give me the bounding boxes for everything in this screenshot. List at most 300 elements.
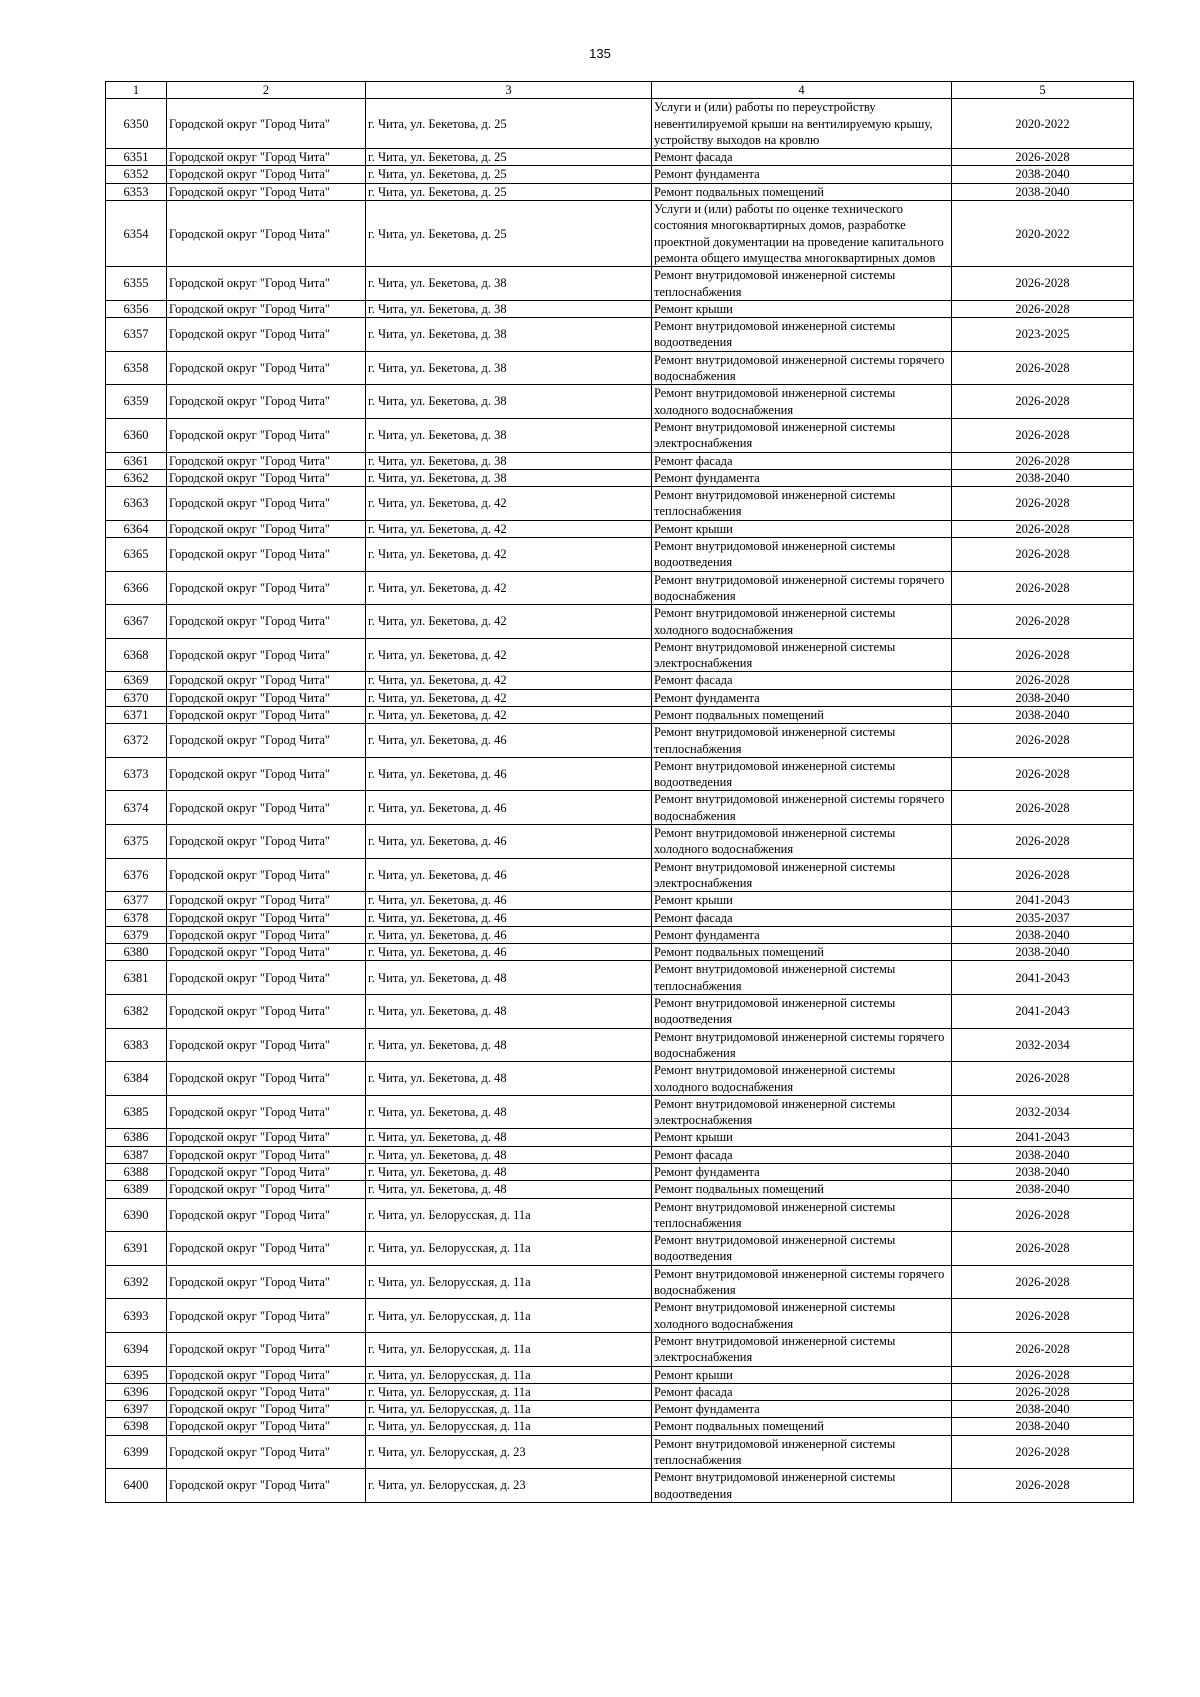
municipality-cell: Городской округ "Город Чита"	[167, 385, 366, 419]
table-row	[106, 724, 1134, 758]
period-cell: 2026-2028	[952, 791, 1134, 825]
address-cell: г. Чита, ул. Белорусская, д. 11а	[366, 1383, 652, 1400]
row-number: 6378	[106, 909, 167, 926]
municipality-cell: Городской округ "Город Чита"	[167, 201, 366, 267]
table-row	[106, 1062, 1134, 1096]
row-number: 6375	[106, 825, 167, 859]
row-number: 6394	[106, 1332, 167, 1366]
row-number: 6399	[106, 1435, 167, 1469]
table-row	[106, 418, 1134, 452]
municipality-cell: Городской округ "Город Чита"	[167, 520, 366, 537]
work-type-cell: Ремонт фундамента	[652, 926, 952, 943]
row-number: 6400	[106, 1469, 167, 1503]
work-type-cell: Ремонт внутридомовой инженерной системы водоотведения	[652, 1232, 952, 1266]
work-type-cell: Услуги и (или) работы по оценке технического состояния многоквартирных домов, разработке проектной документации на проведение капитального ремонта общего имущества многоквартирных домов	[652, 201, 952, 267]
municipality-cell: Городской округ "Город Чита"	[167, 469, 366, 486]
municipality-cell: Городской округ "Город Чита"	[167, 961, 366, 995]
work-type-cell: Ремонт внутридомовой инженерной системы холодного водоснабжения	[652, 385, 952, 419]
address-cell: г. Чита, ул. Белорусская, д. 11а	[366, 1299, 652, 1333]
municipality-cell: Городской округ "Город Чита"	[167, 757, 366, 791]
municipality-cell: Городской округ "Город Чита"	[167, 1332, 366, 1366]
table-row	[106, 385, 1134, 419]
work-type-cell: Ремонт фасада	[652, 672, 952, 689]
work-type-cell: Ремонт внутридомовой инженерной системы холодного водоснабжения	[652, 1299, 952, 1333]
municipality-cell: Городской округ "Город Чита"	[167, 1401, 366, 1418]
table-row	[106, 538, 1134, 572]
column-header: 5	[952, 82, 1134, 99]
municipality-cell: Городской округ "Город Чита"	[167, 267, 366, 301]
table-row	[106, 166, 1134, 183]
address-cell: г. Чита, ул. Белорусская, д. 11а	[366, 1332, 652, 1366]
period-cell: 2041-2043	[952, 961, 1134, 995]
municipality-cell: Городской округ "Город Чита"	[167, 99, 366, 149]
work-type-cell: Ремонт фасада	[652, 909, 952, 926]
period-cell: 2026-2028	[952, 520, 1134, 537]
work-type-cell: Ремонт фасада	[652, 149, 952, 166]
table-row	[106, 1332, 1134, 1366]
address-cell: г. Чита, ул. Бекетова, д. 48	[366, 1164, 652, 1181]
table-row	[106, 638, 1134, 672]
work-type-cell: Ремонт внутридомовой инженерной системы теплоснабжения	[652, 267, 952, 301]
period-cell: 2026-2028	[952, 638, 1134, 672]
work-type-cell: Ремонт подвальных помещений	[652, 944, 952, 961]
work-type-cell: Ремонт крыши	[652, 892, 952, 909]
table-row	[106, 1366, 1134, 1383]
municipality-cell: Городской округ "Город Чита"	[167, 351, 366, 385]
row-number: 6350	[106, 99, 167, 149]
work-type-cell: Ремонт подвальных помещений	[652, 706, 952, 723]
period-cell: 2026-2028	[952, 1366, 1134, 1383]
work-type-cell: Ремонт внутридомовой инженерной системы горячего водоснабжения	[652, 791, 952, 825]
municipality-cell: Городской округ "Город Чита"	[167, 724, 366, 758]
table-row	[106, 201, 1134, 267]
address-cell: г. Чита, ул. Белорусская, д. 11а	[366, 1401, 652, 1418]
period-cell: 2026-2028	[952, 418, 1134, 452]
work-type-cell: Услуги и (или) работы по переустройству невентилируемой крыши на вентилируемую крышу, устройству выходов на кровлю	[652, 99, 952, 149]
municipality-cell: Городской округ "Город Чита"	[167, 825, 366, 859]
municipality-cell: Городской округ "Город Чита"	[167, 995, 366, 1029]
municipality-cell: Городской округ "Город Чита"	[167, 944, 366, 961]
period-cell: 2038-2040	[952, 706, 1134, 723]
municipality-cell: Городской округ "Город Чита"	[167, 318, 366, 352]
period-cell: 2026-2028	[952, 267, 1134, 301]
period-cell: 2041-2043	[952, 1129, 1134, 1146]
row-number: 6365	[106, 538, 167, 572]
row-number: 6383	[106, 1028, 167, 1062]
address-cell: г. Чита, ул. Бекетова, д. 42	[366, 487, 652, 521]
row-number: 6377	[106, 892, 167, 909]
period-cell: 2038-2040	[952, 166, 1134, 183]
table-row	[106, 1435, 1134, 1469]
municipality-cell: Городской округ "Город Чита"	[167, 1383, 366, 1400]
row-number: 6364	[106, 520, 167, 537]
row-number: 6385	[106, 1095, 167, 1129]
address-cell: г. Чита, ул. Бекетова, д. 25	[366, 99, 652, 149]
address-cell: г. Чита, ул. Бекетова, д. 46	[366, 926, 652, 943]
table-row	[106, 571, 1134, 605]
row-number: 6372	[106, 724, 167, 758]
row-number: 6390	[106, 1198, 167, 1232]
address-cell: г. Чита, ул. Бекетова, д. 46	[366, 825, 652, 859]
work-type-cell: Ремонт крыши	[652, 1129, 952, 1146]
table-row	[106, 267, 1134, 301]
address-cell: г. Чита, ул. Бекетова, д. 42	[366, 605, 652, 639]
table-row	[106, 961, 1134, 995]
period-cell: 2026-2028	[952, 149, 1134, 166]
period-cell: 2026-2028	[952, 757, 1134, 791]
work-type-cell: Ремонт внутридомовой инженерной системы горячего водоснабжения	[652, 351, 952, 385]
address-cell: г. Чита, ул. Бекетова, д. 42	[366, 638, 652, 672]
period-cell: 2041-2043	[952, 892, 1134, 909]
page-number: 135	[589, 46, 611, 61]
address-cell: г. Чита, ул. Белорусская, д. 11а	[366, 1418, 652, 1435]
address-cell: г. Чита, ул. Бекетова, д. 46	[366, 858, 652, 892]
row-number: 6370	[106, 689, 167, 706]
column-header: 2	[167, 82, 366, 99]
table-row	[106, 487, 1134, 521]
row-number: 6369	[106, 672, 167, 689]
table-row	[106, 672, 1134, 689]
period-cell: 2026-2028	[952, 487, 1134, 521]
municipality-cell: Городской округ "Город Чита"	[167, 706, 366, 723]
row-number: 6380	[106, 944, 167, 961]
row-number: 6351	[106, 149, 167, 166]
municipality-cell: Городской округ "Город Чита"	[167, 1095, 366, 1129]
work-type-cell: Ремонт внутридомовой инженерной системы водоотведения	[652, 1469, 952, 1503]
period-cell: 2041-2043	[952, 995, 1134, 1029]
address-cell: г. Чита, ул. Бекетова, д. 38	[366, 318, 652, 352]
municipality-cell: Городской округ "Город Чита"	[167, 1418, 366, 1435]
row-number: 6388	[106, 1164, 167, 1181]
municipality-cell: Городской округ "Город Чита"	[167, 1232, 366, 1266]
row-number: 6355	[106, 267, 167, 301]
table-row	[106, 995, 1134, 1029]
municipality-cell: Городской округ "Город Чита"	[167, 1181, 366, 1198]
period-cell: 2026-2028	[952, 858, 1134, 892]
address-cell: г. Чита, ул. Бекетова, д. 42	[366, 706, 652, 723]
work-type-cell: Ремонт внутридомовой инженерной системы теплоснабжения	[652, 724, 952, 758]
municipality-cell: Городской округ "Город Чита"	[167, 1164, 366, 1181]
work-type-cell: Ремонт фундамента	[652, 469, 952, 486]
row-number: 6391	[106, 1232, 167, 1266]
address-cell: г. Чита, ул. Бекетова, д. 48	[366, 1181, 652, 1198]
work-type-cell: Ремонт внутридомовой инженерной системы водоотведения	[652, 538, 952, 572]
row-number: 6362	[106, 469, 167, 486]
period-cell: 2026-2028	[952, 538, 1134, 572]
work-type-cell: Ремонт внутридомовой инженерной системы электроснабжения	[652, 858, 952, 892]
table-row	[106, 300, 1134, 317]
address-cell: г. Чита, ул. Бекетова, д. 38	[366, 351, 652, 385]
row-number: 6367	[106, 605, 167, 639]
period-cell: 2026-2028	[952, 724, 1134, 758]
period-cell: 2038-2040	[952, 1401, 1134, 1418]
work-type-cell: Ремонт внутридомовой инженерной системы холодного водоснабжения	[652, 825, 952, 859]
address-cell: г. Чита, ул. Белорусская, д. 23	[366, 1469, 652, 1503]
address-cell: г. Чита, ул. Бекетова, д. 42	[366, 672, 652, 689]
municipality-cell: Городской округ "Город Чита"	[167, 1062, 366, 1096]
table-row	[106, 1028, 1134, 1062]
work-type-cell: Ремонт фундамента	[652, 1164, 952, 1181]
work-type-cell: Ремонт фасада	[652, 452, 952, 469]
work-type-cell: Ремонт внутридомовой инженерной системы теплоснабжения	[652, 487, 952, 521]
work-type-cell: Ремонт внутридомовой инженерной системы электроснабжения	[652, 418, 952, 452]
row-number: 6371	[106, 706, 167, 723]
work-type-cell: Ремонт внутридомовой инженерной системы водоотведения	[652, 757, 952, 791]
period-cell: 2026-2028	[952, 1299, 1134, 1333]
address-cell: г. Чита, ул. Белорусская, д. 11а	[366, 1366, 652, 1383]
work-type-cell: Ремонт внутридомовой инженерной системы теплоснабжения	[652, 961, 952, 995]
table-row	[106, 1146, 1134, 1163]
row-number: 6379	[106, 926, 167, 943]
period-cell: 2038-2040	[952, 469, 1134, 486]
municipality-cell: Городской округ "Город Чита"	[167, 892, 366, 909]
address-cell: г. Чита, ул. Бекетова, д. 42	[366, 571, 652, 605]
work-type-cell: Ремонт внутридомовой инженерной системы электроснабжения	[652, 1332, 952, 1366]
row-number: 6384	[106, 1062, 167, 1096]
row-number: 6397	[106, 1401, 167, 1418]
row-number: 6363	[106, 487, 167, 521]
address-cell: г. Чита, ул. Бекетова, д. 38	[366, 267, 652, 301]
municipality-cell: Городской округ "Город Чита"	[167, 638, 366, 672]
address-cell: г. Чита, ул. Бекетова, д. 48	[366, 1028, 652, 1062]
table-row	[106, 706, 1134, 723]
work-type-cell: Ремонт внутридомовой инженерной системы теплоснабжения	[652, 1435, 952, 1469]
municipality-cell: Городской округ "Город Чита"	[167, 1129, 366, 1146]
period-cell: 2038-2040	[952, 944, 1134, 961]
work-type-cell: Ремонт внутридомовой инженерной системы холодного водоснабжения	[652, 605, 952, 639]
municipality-cell: Городской округ "Город Чита"	[167, 1265, 366, 1299]
municipality-cell: Городской округ "Город Чита"	[167, 452, 366, 469]
period-cell: 2020-2022	[952, 201, 1134, 267]
address-cell: г. Чита, ул. Бекетова, д. 46	[366, 724, 652, 758]
period-cell: 2026-2028	[952, 1198, 1134, 1232]
row-number: 6386	[106, 1129, 167, 1146]
address-cell: г. Чита, ул. Бекетова, д. 46	[366, 892, 652, 909]
address-cell: г. Чита, ул. Бекетова, д. 25	[366, 149, 652, 166]
municipality-cell: Городской округ "Город Чита"	[167, 1299, 366, 1333]
address-cell: г. Чита, ул. Бекетова, д. 46	[366, 791, 652, 825]
column-header: 4	[652, 82, 952, 99]
table-row	[106, 452, 1134, 469]
column-header: 3	[366, 82, 652, 99]
table-row	[106, 944, 1134, 961]
period-cell: 2023-2025	[952, 318, 1134, 352]
work-type-cell: Ремонт фундамента	[652, 1401, 952, 1418]
table-row	[106, 99, 1134, 149]
period-cell: 2032-2034	[952, 1028, 1134, 1062]
row-number: 6357	[106, 318, 167, 352]
column-header: 1	[106, 82, 167, 99]
period-cell: 2026-2028	[952, 1383, 1134, 1400]
table-row	[106, 1265, 1134, 1299]
table-row	[106, 1129, 1134, 1146]
municipality-cell: Городской округ "Город Чита"	[167, 689, 366, 706]
work-type-cell: Ремонт внутридомовой инженерной системы электроснабжения	[652, 1095, 952, 1129]
period-cell: 2020-2022	[952, 99, 1134, 149]
row-number: 6398	[106, 1418, 167, 1435]
address-cell: г. Чита, ул. Бекетова, д. 48	[366, 1129, 652, 1146]
municipality-cell: Городской округ "Город Чита"	[167, 672, 366, 689]
row-number: 6366	[106, 571, 167, 605]
period-cell: 2026-2028	[952, 385, 1134, 419]
table-row	[106, 926, 1134, 943]
period-cell: 2026-2028	[952, 1469, 1134, 1503]
row-number: 6396	[106, 1383, 167, 1400]
period-cell: 2038-2040	[952, 1418, 1134, 1435]
address-cell: г. Чита, ул. Бекетова, д. 38	[366, 452, 652, 469]
municipality-cell: Городской округ "Город Чита"	[167, 1366, 366, 1383]
period-cell: 2026-2028	[952, 1435, 1134, 1469]
row-number: 6373	[106, 757, 167, 791]
municipality-cell: Городской округ "Город Чита"	[167, 487, 366, 521]
table-row	[106, 520, 1134, 537]
row-number: 6389	[106, 1181, 167, 1198]
row-number: 6361	[106, 452, 167, 469]
period-cell: 2035-2037	[952, 909, 1134, 926]
table-row	[106, 351, 1134, 385]
work-type-cell: Ремонт крыши	[652, 520, 952, 537]
row-number: 6354	[106, 201, 167, 267]
work-type-cell: Ремонт фасада	[652, 1383, 952, 1400]
row-number: 6387	[106, 1146, 167, 1163]
work-type-cell: Ремонт внутридомовой инженерной системы теплоснабжения	[652, 1198, 952, 1232]
table-row	[106, 1418, 1134, 1435]
address-cell: г. Чита, ул. Бекетова, д. 48	[366, 1095, 652, 1129]
row-number: 6353	[106, 183, 167, 200]
work-type-cell: Ремонт внутридомовой инженерной системы горячего водоснабжения	[652, 571, 952, 605]
work-type-cell: Ремонт подвальных помещений	[652, 183, 952, 200]
municipality-cell: Городской округ "Город Чита"	[167, 1469, 366, 1503]
row-number: 6360	[106, 418, 167, 452]
municipality-cell: Городской округ "Город Чита"	[167, 1435, 366, 1469]
municipality-cell: Городской округ "Город Чита"	[167, 183, 366, 200]
work-type-cell: Ремонт внутридомовой инженерной системы электроснабжения	[652, 638, 952, 672]
row-number: 6392	[106, 1265, 167, 1299]
row-number: 6376	[106, 858, 167, 892]
municipality-cell: Городской округ "Город Чита"	[167, 300, 366, 317]
table-row	[106, 1383, 1134, 1400]
work-type-cell: Ремонт крыши	[652, 300, 952, 317]
period-cell: 2038-2040	[952, 1164, 1134, 1181]
municipality-cell: Городской округ "Город Чита"	[167, 858, 366, 892]
municipality-cell: Городской округ "Город Чита"	[167, 1028, 366, 1062]
table-row	[106, 909, 1134, 926]
address-cell: г. Чита, ул. Бекетова, д. 46	[366, 757, 652, 791]
municipality-cell: Городской округ "Город Чита"	[167, 1146, 366, 1163]
row-number: 6368	[106, 638, 167, 672]
table-row	[106, 1469, 1134, 1503]
table-row	[106, 1095, 1134, 1129]
period-cell: 2026-2028	[952, 605, 1134, 639]
address-cell: г. Чита, ул. Бекетова, д. 42	[366, 538, 652, 572]
work-type-cell: Ремонт внутридомовой инженерной системы горячего водоснабжения	[652, 1265, 952, 1299]
row-number: 6382	[106, 995, 167, 1029]
work-type-cell: Ремонт подвальных помещений	[652, 1418, 952, 1435]
row-number: 6356	[106, 300, 167, 317]
address-cell: г. Чита, ул. Белорусская, д. 11а	[366, 1265, 652, 1299]
municipality-cell: Городской округ "Город Чита"	[167, 166, 366, 183]
municipality-cell: Городской округ "Город Чита"	[167, 926, 366, 943]
work-type-cell: Ремонт фундамента	[652, 689, 952, 706]
address-cell: г. Чита, ул. Бекетова, д. 46	[366, 909, 652, 926]
row-number: 6393	[106, 1299, 167, 1333]
address-cell: г. Чита, ул. Белорусская, д. 23	[366, 1435, 652, 1469]
row-number: 6352	[106, 166, 167, 183]
municipality-cell: Городской округ "Город Чита"	[167, 149, 366, 166]
table-row	[106, 1401, 1134, 1418]
period-cell: 2026-2028	[952, 1232, 1134, 1266]
period-cell: 2026-2028	[952, 300, 1134, 317]
period-cell: 2026-2028	[952, 452, 1134, 469]
address-cell: г. Чита, ул. Белорусская, д. 11а	[366, 1232, 652, 1266]
period-cell: 2026-2028	[952, 672, 1134, 689]
table-body	[106, 99, 1134, 1503]
table-row	[106, 1164, 1134, 1181]
address-cell: г. Чита, ул. Бекетова, д. 42	[366, 520, 652, 537]
period-cell: 2038-2040	[952, 1146, 1134, 1163]
table-row	[106, 892, 1134, 909]
period-cell: 2038-2040	[952, 183, 1134, 200]
period-cell: 2026-2028	[952, 825, 1134, 859]
table-row	[106, 858, 1134, 892]
period-cell: 2026-2028	[952, 351, 1134, 385]
municipality-cell: Городской округ "Город Чита"	[167, 605, 366, 639]
period-cell: 2026-2028	[952, 571, 1134, 605]
address-cell: г. Чита, ул. Бекетова, д. 38	[366, 469, 652, 486]
period-cell: 2032-2034	[952, 1095, 1134, 1129]
municipality-cell: Городской округ "Город Чита"	[167, 909, 366, 926]
address-cell: г. Чита, ул. Бекетова, д. 42	[366, 689, 652, 706]
row-number: 6359	[106, 385, 167, 419]
address-cell: г. Чита, ул. Бекетова, д. 25	[366, 166, 652, 183]
work-type-cell: Ремонт внутридомовой инженерной системы холодного водоснабжения	[652, 1062, 952, 1096]
row-number: 6395	[106, 1366, 167, 1383]
period-cell: 2038-2040	[952, 926, 1134, 943]
address-cell: г. Чита, ул. Бекетова, д. 48	[366, 995, 652, 1029]
address-cell: г. Чита, ул. Бекетова, д. 48	[366, 1146, 652, 1163]
table-row	[106, 149, 1134, 166]
address-cell: г. Чита, ул. Бекетова, д. 38	[366, 418, 652, 452]
municipality-cell: Городской округ "Город Чита"	[167, 791, 366, 825]
table-row	[106, 1198, 1134, 1232]
table-row	[106, 1181, 1134, 1198]
table-row	[106, 1299, 1134, 1333]
work-type-cell: Ремонт фундамента	[652, 166, 952, 183]
period-cell: 2038-2040	[952, 689, 1134, 706]
municipality-cell: Городской округ "Город Чита"	[167, 571, 366, 605]
work-type-cell: Ремонт подвальных помещений	[652, 1181, 952, 1198]
work-type-cell: Ремонт внутридомовой инженерной системы водоотведения	[652, 995, 952, 1029]
column-number-row	[106, 82, 1134, 99]
work-type-cell: Ремонт внутридомовой инженерной системы водоотведения	[652, 318, 952, 352]
period-cell: 2026-2028	[952, 1265, 1134, 1299]
period-cell: 2038-2040	[952, 1181, 1134, 1198]
table-row	[106, 318, 1134, 352]
work-type-cell: Ремонт фасада	[652, 1146, 952, 1163]
row-number: 6381	[106, 961, 167, 995]
table-row	[106, 183, 1134, 200]
municipality-cell: Городской округ "Город Чита"	[167, 538, 366, 572]
work-type-cell: Ремонт внутридомовой инженерной системы горячего водоснабжения	[652, 1028, 952, 1062]
table-row	[106, 469, 1134, 486]
address-cell: г. Чита, ул. Бекетова, д. 48	[366, 1062, 652, 1096]
repair-schedule-table	[105, 81, 1134, 1503]
period-cell: 2026-2028	[952, 1062, 1134, 1096]
table-row	[106, 1232, 1134, 1266]
table-row	[106, 825, 1134, 859]
address-cell: г. Чита, ул. Бекетова, д. 38	[366, 300, 652, 317]
row-number: 6358	[106, 351, 167, 385]
